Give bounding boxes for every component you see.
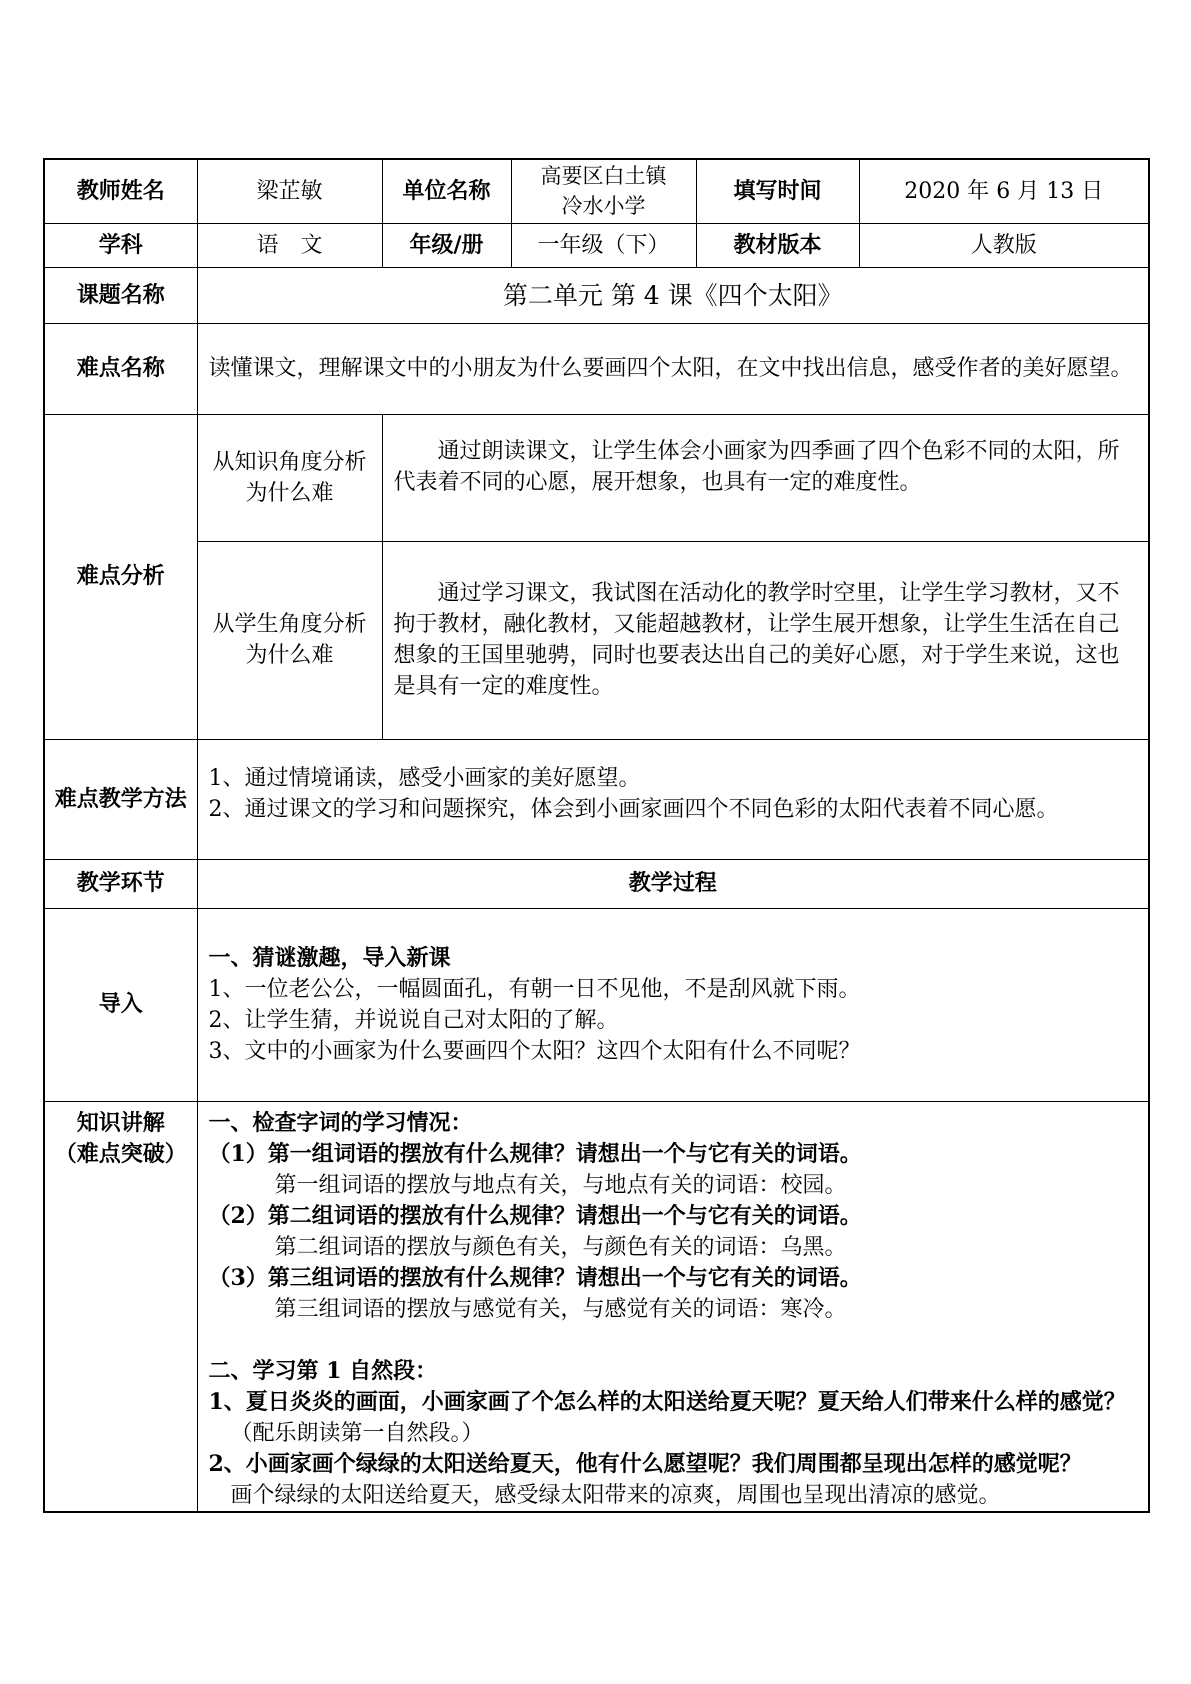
intro-row <box>44 908 1149 1101</box>
lesson-plan-table <box>43 158 1150 1513</box>
part2-question: 1、夏日炎炎的画面，小画家画了个怎么样的太阳送给夏天呢？夏天给人们带来什么样的感觉？ <box>208 1388 1126 1415</box>
school-name-line: 冷水小学 <box>561 194 646 219</box>
knowledge-angle-text: 通过朗读课文，让学生体会小画家为四季画了四个色彩不同的太阳，所代表着不同的心愿，展开想象，也具有一定的难度性。 <box>382 414 1149 541</box>
intro-line: 1、一位老公公，一幅圆面孔，有朝一日不见他，不是刮风就下雨。 <box>208 976 861 1002</box>
intro-heading: 一、猜谜激趣，导入新课 <box>208 944 451 971</box>
date-value: 2020 年 6 月 13 日 <box>859 159 1149 223</box>
difficulty-analysis-row-student <box>44 541 1149 739</box>
difficulty-name-row <box>44 323 1149 414</box>
intro-line: 3、文中的小画家为什么要画四个太阳？这四个太阳有什么不同呢？ <box>208 1038 861 1064</box>
difficulty-name-label: 难点名称 <box>44 323 197 414</box>
school-name <box>511 159 696 223</box>
stage-header: 教学环节 <box>44 859 197 908</box>
teacher-label: 教师姓名 <box>44 159 197 223</box>
grade-label: 年级/册 <box>382 223 511 267</box>
info-row-subject <box>44 223 1149 267</box>
topic-value: 第二单元 第 4 课《四个太阳》 <box>197 267 1149 323</box>
part1-question: （2）第二组词语的摆放有什么规律？请想出一个与它有关的词语。 <box>208 1202 862 1229</box>
part1-answer: 第二组词语的摆放与颜色有关，与颜色有关的词语：乌黑。 <box>274 1234 847 1260</box>
difficulty-name-value: 读懂课文，理解课文中的小朋友为什么要画四个太阳，在文中找出信息，感受作者的美好愿望。 <box>197 323 1149 414</box>
intro-content <box>197 908 1149 1101</box>
process-header: 教学过程 <box>197 859 1149 908</box>
edition-value: 人教版 <box>859 223 1149 267</box>
knowledge-label-line: 知识讲解 <box>76 1110 165 1136</box>
difficulty-analysis-label: 难点分析 <box>44 414 197 739</box>
subject-label: 学科 <box>44 223 197 267</box>
teaching-method-item: 2、通过课文的学习和问题探究，体会到小画家画四个不同色彩的太阳代表着不同心愿。 <box>208 797 1059 822</box>
part1-question: （3）第三组词语的摆放有什么规律？请想出一个与它有关的词语。 <box>208 1264 862 1291</box>
teaching-method-label: 难点教学方法 <box>44 739 197 859</box>
grade-value: 一年级（下） <box>511 223 696 267</box>
topic-row <box>44 267 1149 323</box>
process-header-row <box>44 859 1149 908</box>
knowledge-label <box>44 1101 197 1512</box>
knowledge-row <box>44 1101 1149 1512</box>
part1-question: （1）第一组词语的摆放有什么规律？请想出一个与它有关的词语。 <box>208 1140 862 1167</box>
difficulty-analysis-row-knowledge <box>44 414 1149 541</box>
knowledge-angle-label: 从知识角度分析为什么难 <box>197 414 382 541</box>
intro-label: 导入 <box>44 908 197 1101</box>
edition-label: 教材版本 <box>696 223 859 267</box>
knowledge-label-line: （难点突破） <box>54 1141 187 1167</box>
teacher-name: 梁芷敏 <box>197 159 382 223</box>
subject-value: 语 文 <box>197 223 382 267</box>
teaching-method-list <box>197 739 1149 859</box>
student-angle-text: 通过学习课文，我试图在活动化的教学时空里，让学生学习教材，又不拘于教材，融化教材，又能超越教材，让学生展开想象，让学生生活在自己想象的王国里驰骋，同时也要表达出自己的美好心愿，对于学生来说，这也是具有一定的难度性。 <box>382 541 1149 739</box>
blank-line <box>209 1325 1138 1356</box>
student-angle-label: 从学生角度分析为什么难 <box>197 541 382 739</box>
part1-heading: 一、检查字词的学习情况： <box>208 1109 473 1136</box>
part1-answer: 第三组词语的摆放与感觉有关，与感觉有关的词语：寒冷。 <box>274 1296 847 1322</box>
part2-answer: 画个绿绿的太阳送给夏天，感受绿太阳带来的凉爽，周围也呈现出清凉的感觉。 <box>230 1482 1001 1508</box>
info-row-teacher <box>44 159 1149 223</box>
part1-answer: 第一组词语的摆放与地点有关，与地点有关的词语：校园。 <box>274 1172 847 1198</box>
part2-answer: （配乐朗读第一自然段。） <box>230 1420 484 1446</box>
teaching-method-item: 1、通过情境诵读，感受小画家的美好愿望。 <box>208 766 641 791</box>
part2-question: 2、小画家画个绿绿的太阳送给夏天，他有什么愿望呢？我们周围都呈现出怎样的感觉呢？ <box>208 1450 1082 1477</box>
school-label: 单位名称 <box>382 159 511 223</box>
knowledge-content <box>197 1101 1149 1512</box>
topic-label: 课题名称 <box>44 267 197 323</box>
school-name-line: 高要区白土镇 <box>540 164 667 189</box>
date-label: 填写时间 <box>696 159 859 223</box>
teaching-method-row <box>44 739 1149 859</box>
intro-line: 2、让学生猜，并说说自己对太阳的了解。 <box>208 1007 619 1033</box>
part2-heading: 二、学习第 1 自然段： <box>208 1357 438 1384</box>
